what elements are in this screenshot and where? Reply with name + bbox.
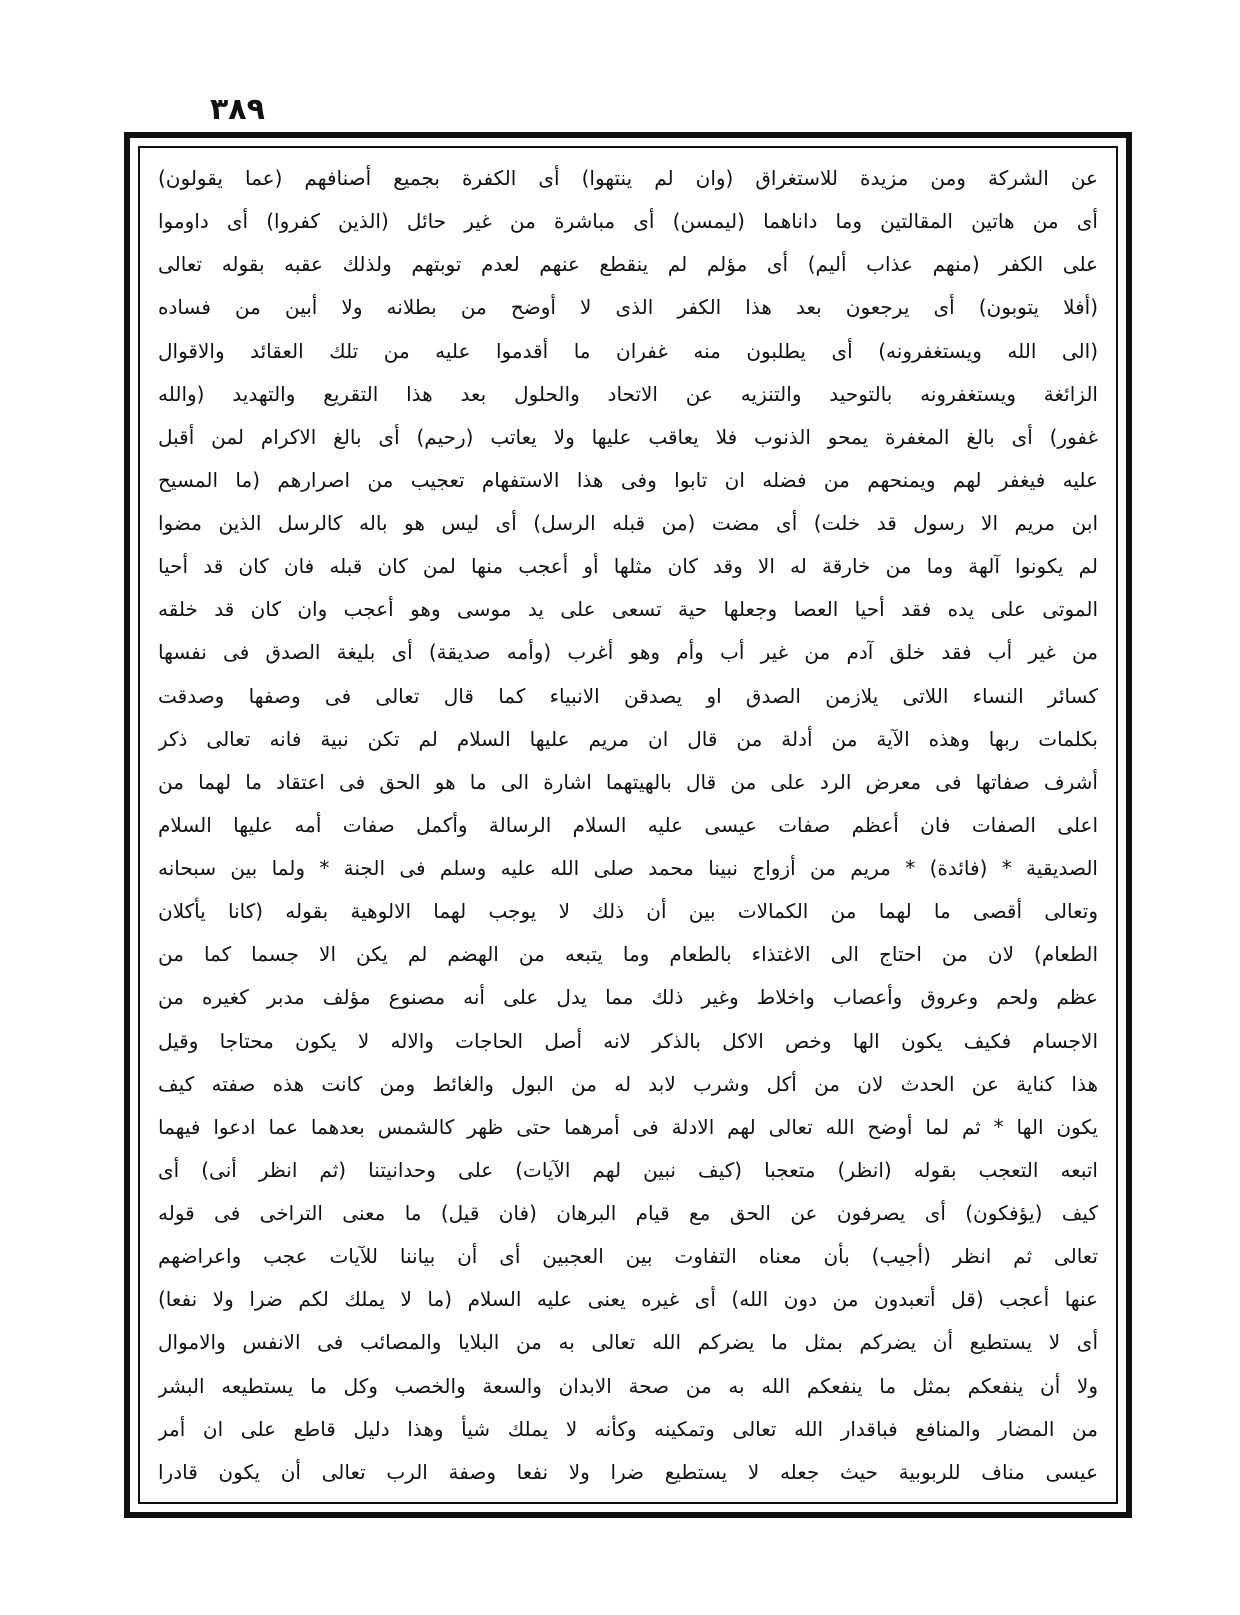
page-number: ٣٨٩ [210, 92, 265, 127]
text-line: عظم ولحم وعروق وأعصاب واخلاط وغير ذلك مما يدل على أنه مصنوع مؤلف مدبر كغيره من [158, 985, 1098, 1010]
text-line: عنها أعجب (قل أتعبدون من دون الله) أى غيره يعنى عليه السلام (ما لا يملك لكم ضرا ولا نفعا) [158, 1287, 1098, 1312]
text-line: ابن مريم الا رسول قد خلت) أى مضت (من قبله الرسل) أى ليس هو باله كالرسل الذين مضوا [158, 511, 1098, 535]
text-line: عن الشركة ومن مزيدة للاستغراق (وان لم ينتهوا) أى الكفرة بجميع أصنافهم (عما يقولون) [158, 166, 1098, 190]
text-line: الطعام) لان من احتاج الى الاغتذاء بالطعام وما يتبعه من الهضم لم يكن الا جسما كما من [158, 942, 1098, 967]
text-line: كيف (يؤفكون) أى يصرفون عن الحق مع قيام البرهان (فان قيل) ما معنى التراخى فى قوله [158, 1201, 1098, 1225]
text-line: أشرف صفاتها فى معرض الرد على من قال بالهيتهما اشارة الى ما هو الحق فى اعتقاد ما لهما من [158, 769, 1098, 794]
text-line: وتعالى أقصى ما لهما من الكمالات بين أن ذلك لا يوجب لهما الالوهية بقوله (كانا يأكلان [158, 899, 1098, 924]
text-line: أى من هاتين المقالتين وما داناهما (ليمسن) أى مباشرة من غير حائل (الذين كفروا) أى داوموا [158, 209, 1098, 234]
text-line: الموتى على يده فقد أحيا العصا وجعلها حية تسعى على يد موسى وهو أعجب وان كان قد خلقه [158, 597, 1098, 622]
text-line: الاجسام فكيف يكون الها وخص الاكل بالذكر لانه أصل الحاجات والاله لا يكون محتاجا وقيل [158, 1028, 1098, 1053]
text-line: الزائغة ويستغفرونه بالتوحيد والتنزيه عن الاتحاد والحلول بعد هذا التقريع والتهديد (والله [158, 381, 1098, 406]
text-line: بكلمات ربها وهذه الآية من أدلة من قال ان مريم عليها السلام لم تكن نبية فانه تعالى ذكر [158, 726, 1098, 751]
page-border [124, 132, 1132, 1518]
text-line: من غير أب فقد خلق آدم من غير أب وأم وهو أغرب (وأمه صديقة) أى بليغة الصدق فى نفسها [158, 640, 1098, 665]
text-line: اتبعه التعجب بقوله (انظر) متعجبا (كيف نبين لهم الآيات) على وحدانيتنا (ثم انظر أنى) أى [158, 1157, 1098, 1182]
text-line: عليه فيغفر لهم ويمنحهم من فضله ان تابوا وفى هذا الاستفهام تعجيب من اصرارهم (ما المسيح [158, 467, 1098, 492]
text-line: أى لا يستطيع أن يضركم بمثل ما يضركم الله تعالى به من البلايا والمصائب فى الانفس والاموال [158, 1330, 1098, 1355]
text-line: هذا كناية عن الحدث لان من أكل وشرب لابد له من البول والغائط ومن كانت هذه صفته كيف [158, 1071, 1098, 1096]
text-line: لم يكونوا آلهة وما من خارقة له الا وقد كان مثلها أو أعجب منها لمن كان قبله فان كان قد أحيا [158, 554, 1098, 579]
text-line: الصديقية * (فائدة) * مريم من أزواج نبينا محمد صلى الله عليه وسلم فى الجنة * ولما بين سبحانه [158, 856, 1098, 880]
text-line: ولا أن ينفعكم بمثل ما ينفعكم الله به من صحة الابدان والسعة والخصب وكل ما يستطيعه البشر [158, 1373, 1098, 1398]
text-line: على الكفر (منهم عذاب أليم) أى مؤلم لم ينقطع عنهم لعدم توبتهم ولذلك عقبه بقوله تعالى [158, 252, 1098, 277]
text-line: من المضار والمنافع فباقدار الله تعالى وتمكينه وكأنه لا يملك شيأ وهذا دليل قاطع على ان أمر [158, 1416, 1098, 1441]
text-line: اعلى الصفات فان أعظم صفات عيسى عليه السلام الرسالة وأكمل صفات أمه عليها السلام [158, 812, 1098, 837]
inner-border [138, 146, 1118, 1504]
text-line: تعالى ثم انظر (أجيب) بأن معناه التفاوت بين العجبين أى أن بياننا للآيات عجب واعراضهم [158, 1244, 1098, 1269]
text-line: (الى الله ويستغفرونه) أى يطلبون منه غفران ما أقدموا عليه من تلك العقائد والاقوال [158, 338, 1098, 363]
text-line: عيسى مناف للربوبية حيث جعله لا يستطيع ضرا ولا نفعا وصفة الرب تعالى أن يكون قادرا [158, 1459, 1098, 1484]
text-line: يكون الها * ثم لما أوضح الله تعالى لهم الادلة فى أمرهما حتى ظهر كالشمس بعدهما عما ادعوا فيهما [158, 1114, 1098, 1139]
text-line: (أفلا يتوبون) أى يرجعون بعد هذا الكفر الذى لا أوضح من بطلانه ولا أبين من فساده [158, 295, 1098, 320]
text-line: غفور) أى بالغ المغفرة يمحو الذنوب فلا يعاقب عليها ولا يعاتب (رحيم) أى بالغ الاكرام لمن أقبل [158, 424, 1098, 449]
text-line: كسائر النساء اللاتى يلازمن الصدق او يصدقن الانبياء كما قال تعالى فى وصفها وصدقت [158, 683, 1098, 708]
text-body [158, 162, 1098, 1488]
